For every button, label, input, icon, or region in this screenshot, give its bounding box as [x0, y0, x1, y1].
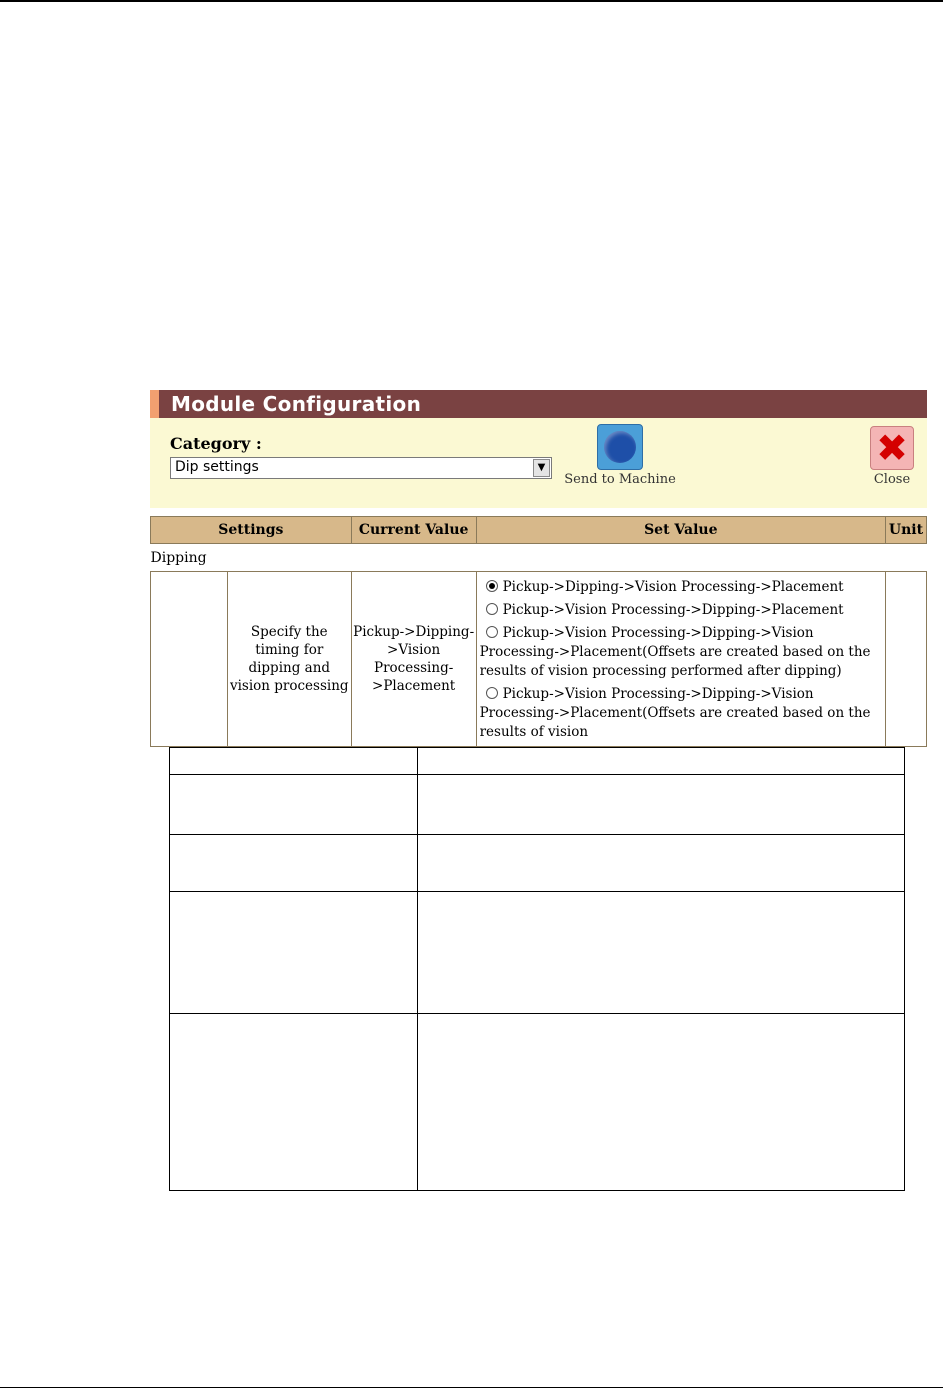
column-divider	[417, 748, 418, 1190]
category-selected-value: Dip settings	[175, 459, 259, 475]
row-divider	[170, 891, 904, 892]
unit-cell	[885, 572, 926, 747]
group-row-dipping	[151, 544, 927, 572]
option-2[interactable]	[480, 601, 883, 620]
header-unit: Unit	[885, 517, 926, 544]
close-icon[interactable]: ✖	[870, 426, 914, 470]
title-accent	[150, 390, 159, 418]
title-bar	[150, 390, 927, 418]
page-bottom-rule	[0, 1387, 943, 1388]
send-to-machine-label: Send to Machine	[564, 472, 676, 487]
radio-selected-icon[interactable]	[486, 580, 498, 592]
window-title: Module Configuration	[171, 392, 422, 416]
header-settings: Settings	[151, 517, 352, 544]
option-label: Pickup->Vision Processing->Dipping->Vision Processing->Placement(Offsets are created based on the results of vision processing performed after dipping)	[479, 625, 871, 679]
option-label: Pickup->Vision Processing->Dipping->Placement	[502, 602, 844, 618]
current-value: Pickup->Dipping->Vision Processing->Placement	[351, 572, 476, 747]
radio-icon[interactable]	[486, 687, 498, 699]
option-label: Pickup->Dipping->Vision Processing->Placement	[502, 579, 844, 595]
send-to-machine-button[interactable]	[564, 424, 676, 487]
category-select[interactable]	[170, 457, 552, 479]
row-divider	[170, 1013, 904, 1014]
module-configuration-window	[150, 390, 927, 740]
option-4[interactable]	[480, 685, 883, 742]
group-label: Dipping	[151, 544, 927, 572]
header-set-value: Set Value	[476, 517, 885, 544]
setting-description: Specify the timing for dipping and vision processing	[227, 572, 351, 747]
table-row	[151, 572, 927, 747]
row-divider	[170, 834, 904, 835]
header-current-value: Current Value	[351, 517, 476, 544]
indent-cell	[151, 572, 228, 747]
page-top-rule	[0, 0, 943, 2]
option-3[interactable]	[480, 624, 883, 681]
option-1[interactable]	[480, 578, 883, 597]
set-value-options	[476, 572, 885, 747]
close-label: Close	[873, 472, 911, 487]
radio-icon[interactable]	[486, 626, 498, 638]
settings-table	[150, 516, 927, 747]
close-button[interactable]	[864, 426, 920, 487]
chevron-down-icon[interactable]: ▼	[533, 459, 550, 477]
table-header-row	[151, 517, 927, 544]
radio-icon[interactable]	[486, 603, 498, 615]
option-label: Pickup->Vision Processing->Dipping->Vision Processing->Placement(Offsets are created based on the results of vision	[479, 686, 871, 740]
send-to-machine-icon[interactable]	[597, 424, 643, 470]
reference-table	[169, 747, 905, 1191]
category-label: Category :	[170, 434, 262, 453]
toolbar	[150, 418, 927, 508]
row-divider	[170, 774, 904, 775]
